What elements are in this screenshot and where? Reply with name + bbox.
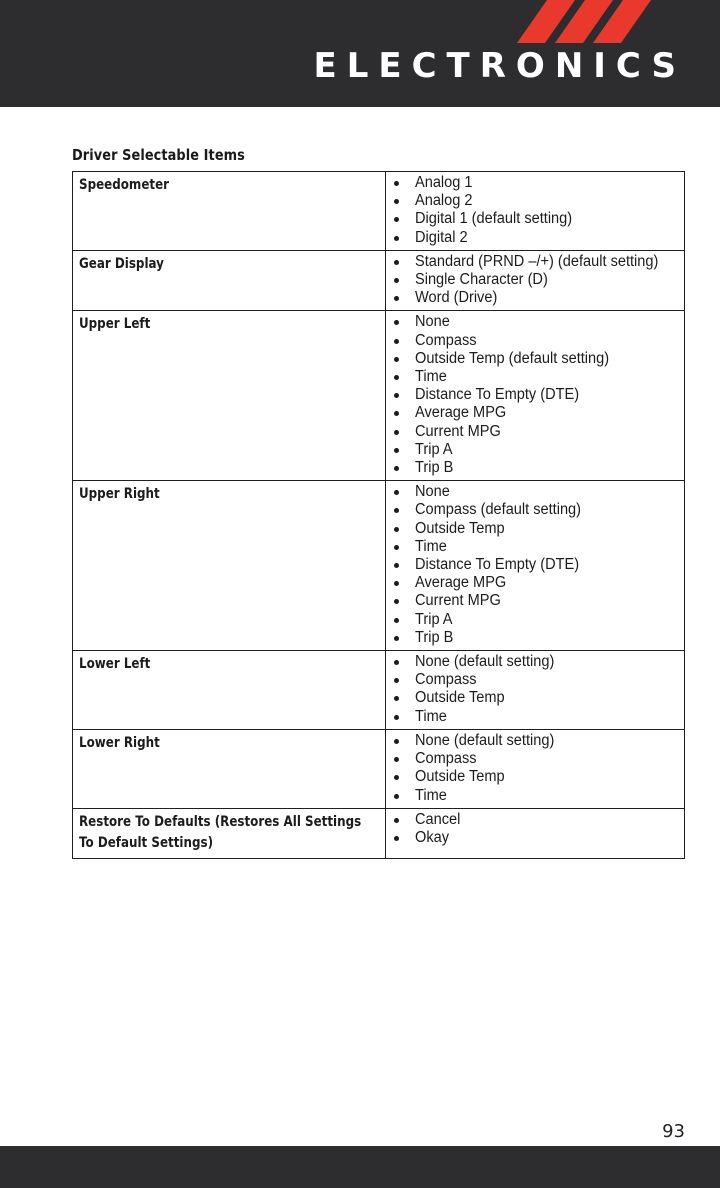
list-item xyxy=(386,210,684,228)
option-text: Average MPG xyxy=(415,404,507,422)
row-label-cell xyxy=(73,808,386,858)
option-text: Distance To Empty (DTE) xyxy=(415,556,580,574)
list-item xyxy=(386,574,684,592)
option-text: Current MPG xyxy=(415,592,501,610)
option-text: Current MPG xyxy=(415,422,501,440)
list-item xyxy=(386,350,684,368)
list-item xyxy=(386,653,684,671)
list-item xyxy=(386,787,684,805)
option-text: Standard (PRND –/+) (default setting) xyxy=(415,252,659,270)
option-text: Analog 2 xyxy=(415,192,473,210)
table-row xyxy=(73,481,685,651)
list-item xyxy=(386,611,684,629)
row-options-cell xyxy=(386,729,685,808)
options-list xyxy=(386,732,684,805)
row-options-cell xyxy=(386,311,685,481)
list-item xyxy=(386,404,684,422)
list-item xyxy=(386,229,684,247)
section-title: Driver Selectable Items xyxy=(72,146,245,164)
row-label-cell xyxy=(73,250,386,311)
option-text: Okay xyxy=(415,828,450,846)
option-text: Trip B xyxy=(415,459,454,477)
table-row xyxy=(73,808,685,858)
list-item xyxy=(386,313,684,331)
option-text: Compass xyxy=(415,331,477,349)
option-text: Compass xyxy=(415,750,477,768)
row-label: Upper Left xyxy=(79,316,151,333)
list-item xyxy=(386,520,684,538)
page-header xyxy=(0,0,720,107)
option-text: Time xyxy=(415,707,447,725)
list-item xyxy=(386,671,684,689)
row-label: Lower Right xyxy=(79,734,160,751)
row-label-cell xyxy=(73,729,386,808)
list-item xyxy=(386,332,684,350)
option-text: Compass xyxy=(415,671,477,689)
list-item xyxy=(386,459,684,477)
row-options-cell xyxy=(386,481,685,651)
option-text: Time xyxy=(415,368,447,386)
options-list xyxy=(386,653,684,726)
option-text: Outside Temp xyxy=(415,519,505,537)
list-item xyxy=(386,538,684,556)
list-item xyxy=(386,592,684,610)
option-text: Trip A xyxy=(415,440,453,458)
options-list xyxy=(386,483,684,647)
row-label: Gear Display xyxy=(79,255,164,272)
list-item xyxy=(386,253,684,271)
option-text: Time xyxy=(415,786,447,804)
option-text: Digital 2 xyxy=(415,228,468,246)
page-number: 93 xyxy=(662,1121,685,1142)
list-item xyxy=(386,483,684,501)
option-text: Average MPG xyxy=(415,574,507,592)
option-text: Outside Temp xyxy=(415,689,505,707)
row-label: Upper Right xyxy=(79,486,160,503)
list-item xyxy=(386,386,684,404)
list-item xyxy=(386,423,684,441)
option-text: Digital 1 (default setting) xyxy=(415,210,573,228)
list-item xyxy=(386,271,684,289)
option-text: Word (Drive) xyxy=(415,289,498,307)
row-options-cell xyxy=(386,808,685,858)
row-label-cell xyxy=(73,481,386,651)
table-row xyxy=(73,172,685,251)
chapter-title: ELECTRONICS xyxy=(313,46,686,86)
list-item xyxy=(386,768,684,786)
list-item xyxy=(386,732,684,750)
row-label-cell xyxy=(73,172,386,251)
options-list xyxy=(386,253,684,308)
list-item xyxy=(386,556,684,574)
list-item xyxy=(386,750,684,768)
row-label: Speedometer xyxy=(79,177,170,193)
list-item xyxy=(386,441,684,459)
table-row xyxy=(73,651,685,730)
options-list xyxy=(386,313,684,477)
option-text: Single Character (D) xyxy=(415,271,548,289)
row-label: Lower Left xyxy=(79,656,151,673)
list-item xyxy=(386,501,684,519)
row-options-cell xyxy=(386,651,685,730)
option-text: None xyxy=(415,483,450,501)
list-item xyxy=(386,708,684,726)
page-footer xyxy=(0,1146,720,1188)
row-label-cell xyxy=(73,311,386,481)
option-text: None (default setting) xyxy=(415,731,555,749)
row-label: Restore To Defaults (Restores All Settings To Default Settings) xyxy=(79,813,362,851)
table-row xyxy=(73,729,685,808)
option-text: Distance To Empty (DTE) xyxy=(415,386,580,404)
table-row xyxy=(73,250,685,311)
driver-selectable-items-table xyxy=(72,171,685,859)
option-text: Outside Temp (default setting) xyxy=(415,349,610,367)
row-options-cell xyxy=(386,250,685,311)
table-row xyxy=(73,311,685,481)
option-text: Trip A xyxy=(415,610,453,628)
options-list xyxy=(386,174,684,247)
list-item xyxy=(386,192,684,210)
list-item xyxy=(386,368,684,386)
list-item xyxy=(386,629,684,647)
list-item xyxy=(386,289,684,307)
option-text: Analog 1 xyxy=(415,174,473,191)
option-text: Time xyxy=(415,537,447,555)
options-list xyxy=(386,811,684,847)
option-text: Cancel xyxy=(415,810,461,828)
list-item xyxy=(386,829,684,847)
option-text: Compass (default setting) xyxy=(415,501,582,519)
row-options-cell xyxy=(386,172,685,251)
option-text: None xyxy=(415,313,450,331)
list-item xyxy=(386,811,684,829)
option-text: Trip B xyxy=(415,628,454,646)
list-item xyxy=(386,174,684,192)
option-text: Outside Temp xyxy=(415,768,505,786)
option-text: None (default setting) xyxy=(415,653,555,671)
row-label-cell xyxy=(73,651,386,730)
list-item xyxy=(386,689,684,707)
